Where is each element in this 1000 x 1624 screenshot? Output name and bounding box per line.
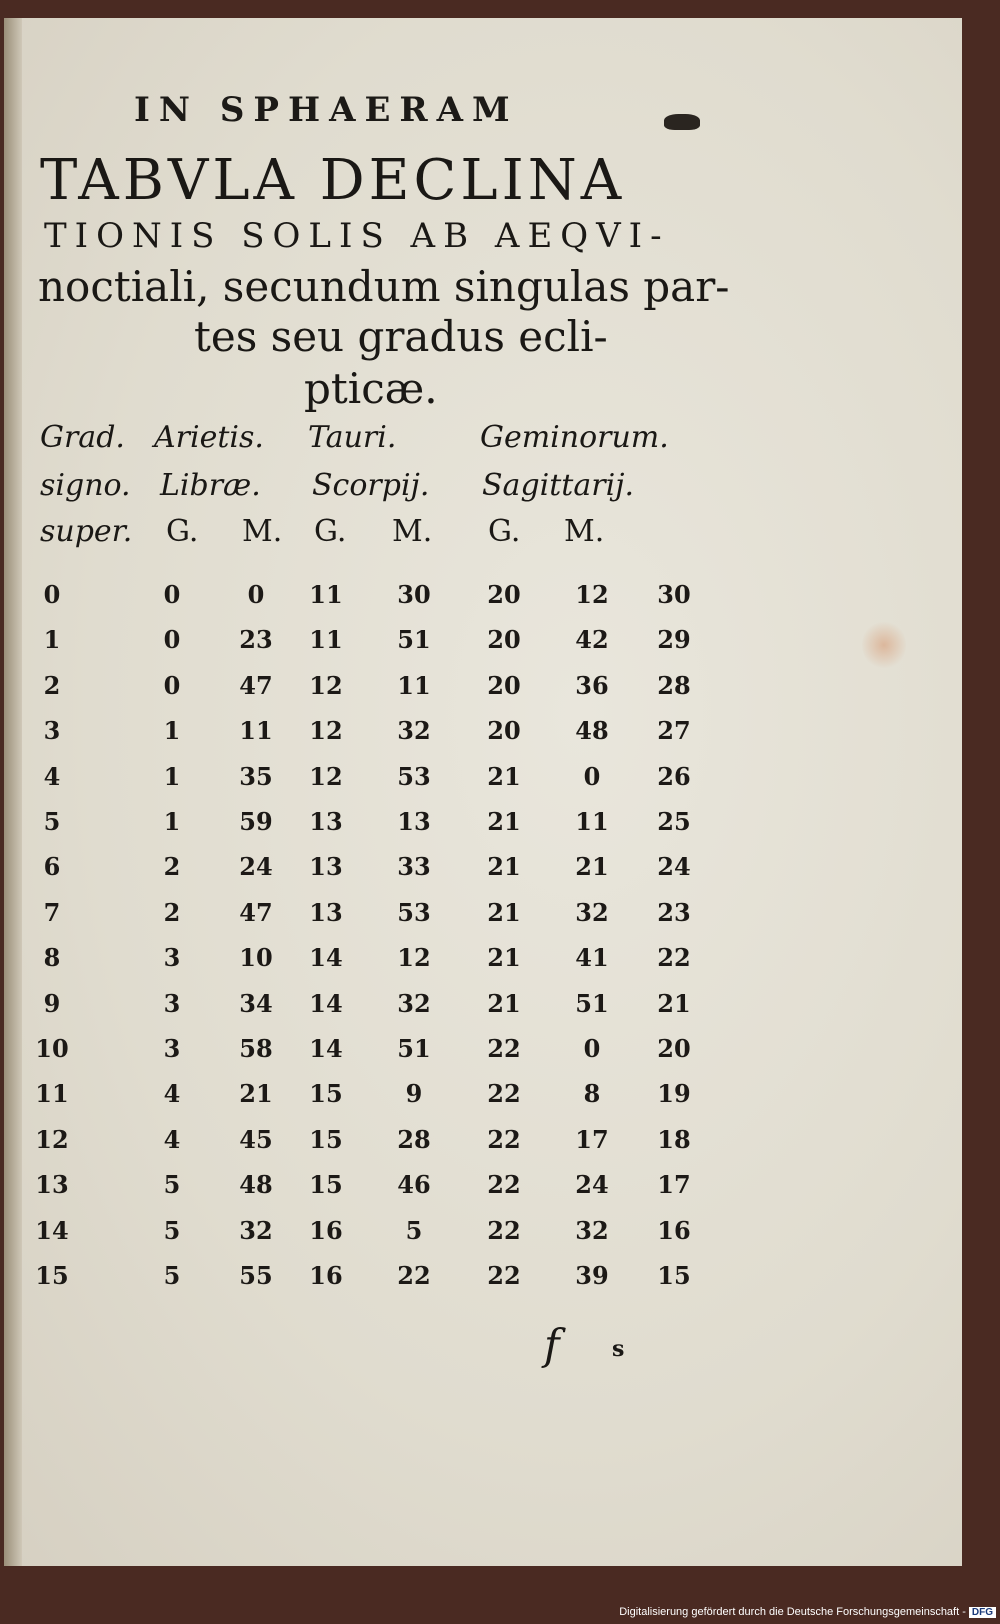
running-head: IN SPHAERAM [134,90,519,130]
header-m-3: M. [564,514,605,549]
header-grad: Grad. [40,420,125,455]
table-cell: 58 [239,1034,273,1063]
table-cell: 0 [583,1034,601,1063]
table-cell: 24 [657,852,691,882]
table-cell: 12 [575,580,609,609]
header-m-2: M. [392,514,433,549]
table-cell: 46 [397,1170,431,1200]
table-cell: 2 [163,852,181,882]
table-cell: 13 [397,807,431,836]
table-cell: 21 [487,807,521,836]
header-tauri: Tauri. [308,420,397,455]
table-cell: 30 [397,580,431,609]
table-cell: 8 [583,1079,601,1109]
table-cell: 23 [239,625,273,655]
table-cell: 21 [487,897,521,927]
table-cell: 9 [43,988,61,1018]
signature-mark: f [544,1320,560,1369]
table-cell: 10 [239,943,273,973]
table-cell: 22 [487,1170,521,1200]
table-cell: 12 [35,1124,69,1154]
table-cell: 25 [657,807,691,836]
table-cell: 55 [239,1261,273,1290]
table-cell: 21 [487,988,521,1018]
table-cell: 16 [309,1215,343,1245]
table-cell: 3 [43,716,61,746]
table-cell: 42 [575,625,609,655]
table-cell: 2 [43,670,61,700]
table-cell: 6 [43,852,61,882]
table-cell: 15 [309,1170,343,1200]
table-cell: 3 [163,943,181,973]
table-cell: 32 [575,1215,609,1245]
table-cell: 17 [657,1170,691,1200]
table-cell: 15 [309,1124,343,1154]
table-cell: 22 [487,1034,521,1063]
table-cell: 53 [397,897,431,927]
credit-text: Digitalisierung gefördert durch die Deutsche Forschungsgemeinschaft - [619,1606,966,1618]
table-cell: 13 [309,807,343,836]
table-cell: 41 [575,943,609,973]
title-line-4: tes seu gradus ecli- [194,312,608,361]
table-cell: 22 [487,1261,521,1290]
book-page [4,18,962,1566]
table-cell: 51 [397,1034,431,1063]
table-cell: 1 [163,761,181,791]
table-cell: 0 [163,670,181,700]
signature-number: s [612,1336,625,1362]
paper-stain [862,620,906,670]
table-cell: 22 [487,1079,521,1109]
table-cell: 17 [575,1124,609,1154]
table-cell: 12 [397,943,431,973]
table-cell: 34 [239,988,273,1018]
page-gutter [4,18,22,1566]
table-cell: 2 [163,897,181,927]
table-cell: 24 [575,1170,609,1200]
table-cell: 47 [239,670,273,700]
header-signo: signo. [40,468,131,503]
table-cell: 3 [163,1034,181,1063]
table-cell: 5 [405,1215,423,1245]
table-cell: 51 [575,988,609,1018]
header-g-1: G. [166,514,199,549]
header-arietis: Arietis. [154,420,264,455]
table-cell: 20 [487,625,521,655]
header-sagittarij: Sagittarij. [482,468,635,503]
table-cell: 11 [35,1079,69,1109]
table-cell: 14 [309,1034,343,1063]
table-cell: 21 [487,943,521,973]
header-m-1: M. [242,514,283,549]
table-cell: 12 [309,670,343,700]
table-cell: 15 [35,1261,69,1290]
title-line-5: pticæ. [304,364,438,413]
table-cell: 0 [247,580,265,609]
table-cell: 59 [239,807,273,836]
title-line-1: TABVLA DECLINA [40,148,626,213]
digitization-credit [619,1606,996,1618]
table-cell: 5 [43,807,61,836]
table-cell: 20 [487,716,521,746]
table-cell: 0 [163,580,181,609]
table-cell: 13 [309,852,343,882]
table-cell: 21 [575,852,609,882]
table-cell: 19 [657,1079,691,1109]
table-cell: 27 [657,716,691,746]
table-cell: 15 [657,1261,691,1290]
table-cell: 20 [487,670,521,700]
table-cell: 11 [397,670,431,700]
table-cell: 22 [487,1215,521,1245]
header-scorpij: Scorpij. [312,468,430,503]
table-cell: 32 [397,988,431,1018]
table-cell: 1 [163,716,181,746]
table-cell: 32 [575,897,609,927]
table-cell: 48 [239,1170,273,1200]
table-cell: 12 [309,716,343,746]
table-cell: 13 [309,897,343,927]
table-cell: 7 [43,897,61,927]
table-cell: 0 [43,580,61,609]
table-cell: 18 [657,1124,691,1154]
header-g-2: G. [314,514,347,549]
table-cell: 15 [309,1079,343,1109]
header-g-3: G. [488,514,521,549]
table-cell: 29 [657,625,691,655]
table-cell: 11 [309,625,343,655]
table-cell: 24 [239,852,273,882]
table-cell: 11 [309,580,343,609]
table-cell: 45 [239,1124,273,1154]
table-cell: 21 [487,761,521,791]
title-line-2: TIONIS SOLIS AB AEQVI- [44,216,670,256]
table-cell: 21 [657,988,691,1018]
table-cell: 36 [575,670,609,700]
table-cell: 4 [163,1079,181,1109]
table-cell: 26 [657,761,691,791]
table-cell: 33 [397,852,431,882]
table-cell: 39 [575,1261,609,1290]
table-cell: 4 [43,761,61,791]
table-cell: 12 [309,761,343,791]
table-cell: 51 [397,625,431,655]
table-cell: 20 [487,580,521,609]
table-cell: 4 [163,1124,181,1154]
table-cell: 13 [35,1170,69,1200]
table-cell: 35 [239,761,273,791]
table-cell: 47 [239,897,273,927]
table-cell: 22 [487,1124,521,1154]
table-cell: 8 [43,943,61,973]
table-cell: 11 [575,807,609,836]
table-cell: 9 [405,1079,423,1109]
table-cell: 21 [487,852,521,882]
table-cell: 53 [397,761,431,791]
table-cell: 14 [35,1215,69,1245]
table-cell: 14 [309,988,343,1018]
table-cell: 32 [397,716,431,746]
table-cell: 21 [239,1079,273,1109]
header-super: super. [40,514,133,549]
table-cell: 48 [575,716,609,746]
header-librae: Libræ. [160,468,261,503]
table-cell: 11 [239,716,273,746]
table-cell: 23 [657,897,691,927]
table-cell: 10 [35,1034,69,1063]
table-cell: 16 [309,1261,343,1290]
table-cell: 14 [309,943,343,973]
table-cell: 5 [163,1215,181,1245]
dfg-logo: DFG [969,1607,996,1618]
table-cell: 1 [43,625,61,655]
table-cell: 28 [657,670,691,700]
table-cell: 30 [657,580,691,609]
table-cell: 22 [397,1261,431,1290]
table-cell: 0 [163,625,181,655]
table-cell: 3 [163,988,181,1018]
table-cell: 5 [163,1261,181,1290]
ornament-icon [664,114,700,130]
header-geminorum: Geminorum. [480,420,669,455]
title-line-3: noctiali, secundum singulas par- [38,262,730,311]
table-cell: 22 [657,943,691,973]
table-cell: 28 [397,1124,431,1154]
table-cell: 16 [657,1215,691,1245]
table-cell: 32 [239,1215,273,1245]
table-cell: 1 [163,807,181,836]
table-cell: 5 [163,1170,181,1200]
table-cell: 20 [657,1034,691,1063]
table-cell: 0 [583,761,601,791]
